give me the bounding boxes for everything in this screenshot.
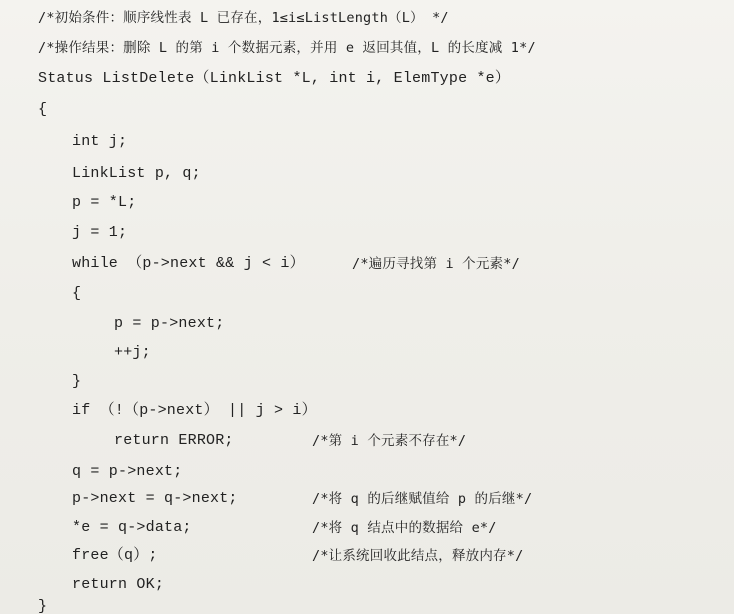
code-line <box>0 309 225 339</box>
inline-comment: /*让系统回收此结点，释放内存*/ <box>312 548 524 564</box>
code-line <box>0 592 54 614</box>
code-statement: p = p->next; <box>114 315 225 332</box>
code-statement: LinkList p, q; <box>72 165 201 182</box>
code-line <box>0 541 524 571</box>
code-line <box>0 64 511 94</box>
code-statement: ++j; <box>114 344 151 361</box>
code-line <box>0 3 449 33</box>
code-line <box>0 513 497 543</box>
open-brace: { <box>38 101 48 118</box>
code-statement: p->next = q->next; <box>72 490 238 507</box>
inline-comment: /*遍历寻找第 i 个元素*/ <box>352 256 520 272</box>
code-line <box>0 249 520 279</box>
code-line <box>0 218 128 248</box>
code-line <box>0 457 183 487</box>
close-brace: } <box>72 373 82 390</box>
code-line <box>0 396 317 426</box>
code-statement: free（q）; <box>72 547 158 564</box>
code-statement: *e = q->data; <box>72 519 192 536</box>
code-statement: int j; <box>72 133 128 150</box>
code-line <box>0 279 82 309</box>
code-statement: if （!（p->next） || j > i） <box>72 402 317 419</box>
code-line <box>0 95 54 125</box>
code-line <box>0 367 82 397</box>
inline-comment: /*第 i 个元素不存在*/ <box>312 433 467 449</box>
code-line <box>0 484 533 514</box>
code-line <box>0 338 151 368</box>
inline-comment: /*将 q 结点中的数据给 e*/ <box>312 520 497 536</box>
inline-comment: /*将 q 的后继赋值给 p 的后继*/ <box>312 491 533 507</box>
result-comment: /*操作结果：删除 L 的第 i 个数据元素，并用 e 返回其值，L 的长度减 1*/ <box>38 40 536 56</box>
code-line <box>0 188 137 218</box>
precondition-comment: /*初始条件：顺序线性表 L 已存在，1≤i≤ListLength（L） */ <box>38 10 449 26</box>
code-statement: j = 1; <box>72 224 128 241</box>
code-statement: while （p->next && j < i） <box>72 255 305 272</box>
function-signature: Status ListDelete（LinkList *L, int i, ElemType *e） <box>38 70 511 87</box>
code-statement: return OK; <box>72 576 165 593</box>
code-statement: q = p->next; <box>72 463 183 480</box>
close-brace: } <box>38 598 48 614</box>
code-line <box>0 33 536 63</box>
code-statement: p = *L; <box>72 194 137 211</box>
code-statement: return ERROR; <box>114 432 234 449</box>
code-line <box>0 127 128 157</box>
open-brace: { <box>72 285 82 302</box>
code-line <box>0 159 201 189</box>
code-line <box>0 426 467 456</box>
